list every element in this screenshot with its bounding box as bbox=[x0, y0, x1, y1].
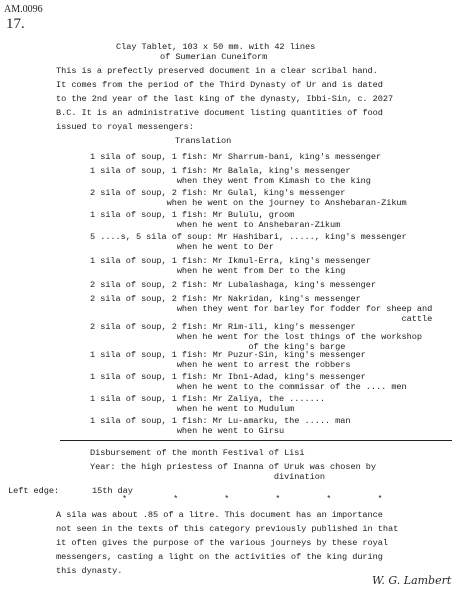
note-line: A sila was about .85 of a litre. This document has an importance bbox=[56, 510, 383, 520]
intro-line: This is a prefectly preserved document in a clear scribal hand. bbox=[56, 66, 378, 76]
intro-line: to the 2nd year of the last king of the dynasty, Ibbi-Sin, c. 2027 bbox=[56, 94, 394, 104]
entry-line: 2 sila of soup, 2 fish: Mr Rim-ili, king's messenger bbox=[90, 322, 356, 332]
entry-line: when he went to the commissar of the .... men bbox=[90, 382, 407, 392]
folio-number: 17. bbox=[6, 16, 25, 32]
entry-line: 1 sila of soup, 1 fish: Mr Ikmul-Erra, king's messenger bbox=[90, 256, 371, 266]
entry-line: when he went to Der bbox=[90, 242, 274, 252]
separator-stars: * * * * * * bbox=[122, 494, 383, 504]
intro-line: issued to royal messengers: bbox=[56, 122, 194, 132]
intro-line: It comes from the period of the Third Dynasty of Ur and is dated bbox=[56, 80, 383, 90]
entry-line: when he went to Anshebaran-Zikum bbox=[90, 220, 341, 230]
entry-line: when he went from Der to the king bbox=[90, 266, 346, 276]
entry-line: 5 ....s, 5 sila of soup: Mr Hashibari, ....., king's messenger bbox=[90, 232, 407, 242]
year-line: Year: the high priestess of Inanna of Uruk was chosen by bbox=[90, 462, 376, 472]
entry-line: when he went for the lost things of the workshop bbox=[90, 332, 422, 342]
entry-line: 1 sila of soup, 1 fish: Mr Lu-amarku, the ..... man bbox=[90, 416, 351, 426]
catalog-number: AM.0096 bbox=[4, 4, 43, 15]
entry-line: when he went to arrest the robbers bbox=[90, 360, 351, 370]
left-edge-label: Left edge: bbox=[8, 486, 60, 496]
entry-line: when he went to Girsu bbox=[90, 426, 285, 436]
entry-line: of the king's barge bbox=[90, 342, 346, 352]
intro-line: B.C. It is an administrative document listing quantities of food bbox=[56, 108, 383, 118]
note-line: messengers, casting a light on the activities of the king during bbox=[56, 552, 383, 562]
translation-heading: Translation bbox=[175, 136, 232, 146]
section-divider bbox=[60, 440, 452, 441]
signature: W. G. Lambert bbox=[372, 574, 452, 587]
disbursement-line: Disbursement of the month Festival of Lisi bbox=[90, 448, 305, 458]
left-edge-value: 15th day bbox=[92, 486, 133, 496]
note-line: not seen in the texts of this category previously published in that bbox=[56, 524, 399, 534]
entry-line: when they went from Kimash to the king bbox=[90, 176, 371, 186]
entry-line: 1 sila of soup, 1 fish: Mr Balala, king's messenger bbox=[90, 166, 351, 176]
entry-line: 1 sila of soup, 1 fish: Mr Ibni-Adad, king's messenger bbox=[90, 372, 366, 382]
entry-line: when they went for barley for fodder for sheep and bbox=[90, 304, 433, 314]
note-line: it often gives the purpose of the various journeys by these royal bbox=[56, 538, 388, 548]
entry-line: 1 sila of soup, 1 fish: Mr Bululu, groom bbox=[90, 210, 295, 220]
entry-line: 1 sila of soup, 1 fish: Mr Sharrum-bani, king's messenger bbox=[90, 152, 382, 162]
document-title-line2: of Sumerian Cuneiform bbox=[160, 52, 268, 62]
note-line: this dynasty. bbox=[56, 566, 123, 576]
entry-line: 2 sila of soup, 2 fish: Mr Gulal, king's messenger bbox=[90, 188, 346, 198]
entry-line: 1 sila of soup, 1 fish: Mr Zaliya, the ....... bbox=[90, 394, 325, 404]
entry-line: when he went to Mudulum bbox=[90, 404, 295, 414]
year-line: divination bbox=[90, 472, 325, 482]
entry-line: 1 sila of soup, 1 fish: Mr Puzur-Sin, king's messenger bbox=[90, 350, 366, 360]
entry-line: 2 sila of soup, 2 fish: Mr Nakridan, king's messenger bbox=[90, 294, 361, 304]
entry-line: 2 sila of soup, 2 fish: Mr Lubalashaga, king's messenger bbox=[90, 280, 376, 290]
entry-line: cattle bbox=[90, 314, 433, 324]
document-title-line1: Clay Tablet, 103 x 50 mm. with 42 lines bbox=[116, 42, 316, 52]
entry-line: when he went on the journey to Anshebaran-Zikum bbox=[90, 198, 407, 208]
